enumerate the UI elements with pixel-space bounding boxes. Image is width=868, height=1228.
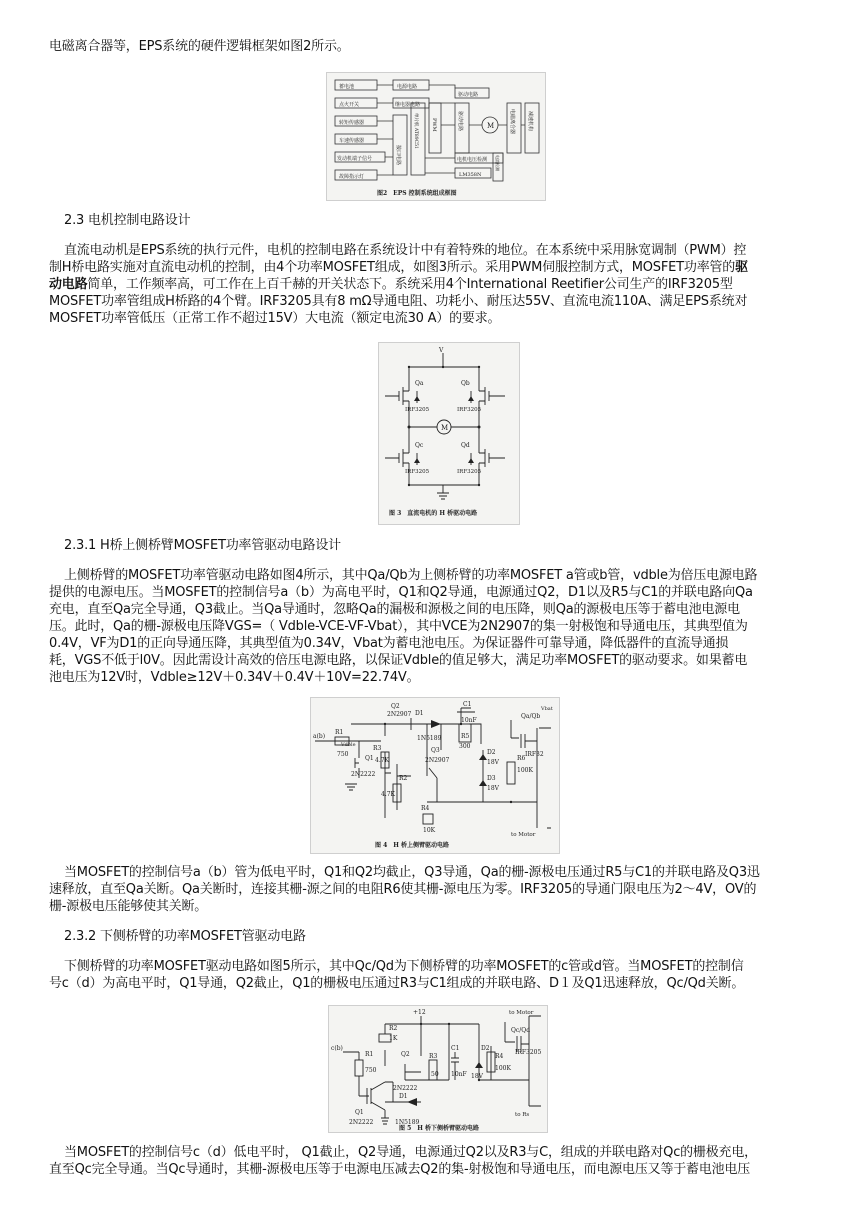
para2-line3: 充电，直至Qa完全导通，Q3截止。当Qa导通时，忽略Qa的漏极和源极之间的电压降，则Qa的源极电压等于蓄电池电源电 [49,602,740,617]
para1-line3-text: 简单，工作频率高，可工作在上百千赫的开关状态下。系统采用4个International Reetifier公司生产的IRF3205型 [87,277,733,292]
fig2-reducer: 减速机构 [527,111,533,132]
fig4-vbat: Vbat [541,706,553,712]
fig3-qb: Qb [461,380,470,387]
fig3-part-d: IRF3205 [457,469,482,475]
para4-line2: 号c（d）为高电平时，Q1导通，Q2截止，Q1的栅极电压通过R3与C1组成的并联电路、D１及Q1迅速释放，Qc/Qd关断。 [49,976,745,991]
para3-line1: 当MOSFET的控制信号a（b）管为低电平时，Q1和Q2均截止，Q3导通，Qa的栅-源极电压通过R5与C1的并联电路及Q3迅 [64,865,760,880]
para1-line1: 直流电动机是EPS系统的执行元件，电机的控制电路在系统设计中有着特殊的地位。在本系统中采用脉宽调制（PWM）控 [64,243,747,258]
fig2-fault-lamp: 故障指示灯 [339,174,365,180]
para2-line1: 上侧桥臂的MOSFET功率管驱动电路如图4所示，其中Qa/Qb为上侧桥臂的功率MOSFET a管或b管，vdble为倍压电源电路 [64,568,758,583]
upper-driver-svg [311,698,559,853]
section-2-3-heading: 2.3 电机控制电路设计 [64,213,191,228]
fig4-q1-part: 2N2222 [351,771,376,778]
fig4-d2: D2 [487,749,496,756]
fig3-caption: 图 3 直流电机的 H 桥驱动电路 [389,510,478,517]
section-2-3-2-heading: 2.3.2 下侧桥臂的功率MOSFET管驱动电路 [64,929,306,944]
fig4-vdble: Vdble [341,742,356,748]
fig2-input-torque: 转矩传感器 [339,120,365,126]
fig5-q1: Q1 [355,1109,364,1116]
fig3-part-c: IRF3205 [405,469,430,475]
fig4-r1: R1 [335,729,344,736]
fig2-voltage-detect: 电机电压检测 [457,157,488,163]
fig3-vcc: V [439,347,444,354]
fig5-r1-val: 750 [365,1067,377,1074]
fig4-d3: D3 [487,775,496,782]
fig5-r2: R2 [389,1025,398,1032]
fig5-r4: R4 [495,1053,504,1060]
fig5-irf: IRF3205 [515,1049,542,1056]
fig3-part-a: IRF3205 [405,407,430,413]
fig2-current-sense: 电流检测 [495,155,500,171]
para2-line6: 耗，VGS不低于l0V。因此需设计高效的倍压电源电路，以保证Vdble的值足够大，满足功率MOSFET的驱动要求。如果蓄电 [49,653,748,668]
fig2-power-circuit: 电源电路 [397,84,418,90]
fig5-q2-part: 2N2222 [393,1085,418,1092]
fig4-q2: Q2 [391,703,400,710]
fig4-r5: R5 [461,733,470,740]
fig2-input-engine: 发动机端子信号 [337,156,373,162]
fig5-d2-val: 18V [471,1073,483,1080]
fig5-r1: R1 [365,1051,374,1058]
fig4-r2: R2 [399,775,408,782]
fig4-r1-val: 750 [337,751,349,758]
fig4-r6: R6 [517,755,526,762]
fig4-signal: a(b) [313,733,326,740]
fig5-d2: D2 [481,1045,490,1052]
fig5-c1: C1 [451,1045,460,1052]
fig2-bridge: 驱动电路 [457,111,463,132]
fig5-to-rs: to Rs [515,1112,530,1118]
fig3-qd: Qd [461,442,470,449]
fig4-c1: C1 [463,701,472,708]
fig5-qcd: Qc/Qd [511,1027,531,1034]
fig4-to-motor: to Motor [511,832,536,838]
figure-4-upper-driver [310,697,560,854]
fig5-r4-val: 100K [495,1065,511,1072]
para3-line3: 栅-源极电压能够使其关断。 [49,899,208,914]
fig2-motor: M [487,122,495,130]
lower-driver-svg [329,1006,547,1132]
fig5-r3-val: 50 [431,1071,439,1078]
fig3-part-b: IRF3205 [457,407,482,413]
fig5-q1-part: 2N2222 [349,1119,374,1126]
para2-line4: 压。此时，Qa的栅-源极电压降VGS=（ Vdble-VCE-VF-Vbat），其中VCE为2N2907的集一射极饱和导通电压，其典型值为 [49,619,748,634]
fig4-d3-val: 18V [487,785,499,792]
para2-line2: 提供的电源电压。当MOSFET的控制信号a（b）为高电平时，Q1和Q2导通，电源通过Q2，D1以及R5与C1的并联电路向Qa [49,585,753,600]
fig5-r2-val: 1K [389,1035,398,1042]
fig4-caption: 图 4 H 桥上侧臂驱动电路 [375,842,450,849]
fig4-q3: Q3 [431,747,440,754]
fig2-input-speed: 车速传感器 [339,138,365,144]
para1-bold-a: 驱 [735,260,748,275]
fig2-caption: 图2 EPS 控制系统组成框图 [377,190,457,197]
fig4-c1-val: 10nF [461,717,477,724]
fig5-q2: Q2 [401,1051,410,1058]
fig5-c1-val: 10nF [451,1071,467,1078]
fig5-r3: R3 [429,1053,438,1060]
fig3-qa: Qa [415,380,424,387]
fig4-r4-val: 10K [423,827,436,834]
fig5-to-motor: to Motor [509,1010,534,1016]
para2-line7: 池电压为12V时，Vdble≥12V＋0.34V＋0.4V＋10V=22.74V。 [49,670,420,685]
para3-line2: 速释放，直至Qa关断。Qa关断时，连接其栅-源之间的电阻R6使其栅-源电压为零。IRF3205的导通门限电压为2～4V，OV的 [49,882,757,897]
fig2-mcu: 单片机 AT89C51 [413,113,418,149]
fig2-input-battery: 蓄电池 [339,84,355,90]
fig4-d1: D1 [415,710,424,717]
fig4-r3-val: 4.7K [375,757,390,764]
para1-line5: MOSFET功率管低压（正常工作不超过15V）大电流（额定电流30 A）的要求。 [49,311,501,326]
fig4-q3-part: 2N2907 [425,757,450,764]
para5-line2: 直至Qc完全导通。当Qc导通时，其栅-源极电压等于电源电压减去Q2的集-射极饱和导通电压，而电源电压又等于蓄电池电压 [49,1162,751,1177]
para1-line4: MOSFET功率管组成H桥路的4个臂。IRF3205具有8 mΩ导通电阻、功耗小、耐压达55V、直流电流110A、满足EPS系统对 [49,294,748,309]
fig4-qab: Qa/Qb [521,713,541,720]
fig4-r5-val: 300 [459,743,471,750]
figure-2-block-diagram [326,72,546,201]
fig4-q1: Q1 [365,755,374,762]
fig4-d2-val: 18V [487,759,499,766]
fig4-irf: IRF32 [525,751,544,758]
figure-3-h-bridge [378,342,520,525]
h-bridge-svg [379,343,519,524]
para5-line1: 当MOSFET的控制信号c（d）低电平时， Q1截止，Q2导通，电源通过Q2以及R3与C，组成的并联电路对Qc的栅极充电， [64,1145,757,1160]
fig3-qc: Qc [415,442,424,449]
fig5-d1: D1 [399,1093,408,1100]
fig4-r3: R3 [373,745,382,752]
fig2-pwm: PWM [431,118,437,132]
para4-line1: 下侧桥臂的功率MOSFET驱动电路如图5所示，其中Qc/Qd为下侧桥臂的功率MOSFET的c管或d管。当MOSFET的控制信 [64,959,744,974]
fig2-relay-circuit: 继电器电路 [395,102,421,108]
fig5-caption: 图 5 H 桥下侧桥臂驱动电路 [399,1125,480,1132]
para1-line2-text: 制H桥电路实施对直流电动机的控制，由4个功率MOSFET组成，如图3所示。采用PWM伺服控制方式，MOSFET功率管的 [49,260,736,275]
fig4-d1-part: 1N5189 [417,735,442,742]
fig4-q2-part: 2N2907 [387,711,412,718]
fig2-input-ignition: 点火开关 [339,102,360,108]
para2-line5: 0.4V，VF为D1的正向导通压降，其典型值为0.34V，Vbat为蓄电池电压。为保证器件可靠导通，降低器件的直流导通损 [49,636,729,651]
fig5-d1-part: 1N5189 [395,1119,420,1126]
fig5-vcc: +12 [413,1009,426,1016]
fig2-clutch: 电磁离合器 [509,109,515,135]
fig2-lm358n: LM358N [459,172,482,178]
para1-line3 [49,276,733,293]
fig3-motor: M [441,424,449,432]
fig4-r2-val: 4.7K [381,791,396,798]
para1-bold-b: 动电路 [49,277,88,292]
section-2-3-1-heading: 2.3.1 H桥上侧桥臂MOSFET功率管驱动电路设计 [64,538,341,553]
fig2-drive-circuit: 驱动电路 [458,92,479,98]
fig4-r4: R4 [421,805,430,812]
block-diagram-svg [327,73,545,200]
figure-5-lower-driver [328,1005,548,1133]
fig2-interface-circuit: 接口电路 [395,145,401,166]
intro-text: 电磁离合器等，EPS系统的硬件逻辑框架如图2所示。 [49,39,350,54]
para1-line2 [49,259,748,276]
fig4-r6-val: 100K [517,767,533,774]
fig5-signal: c(b) [331,1045,343,1052]
